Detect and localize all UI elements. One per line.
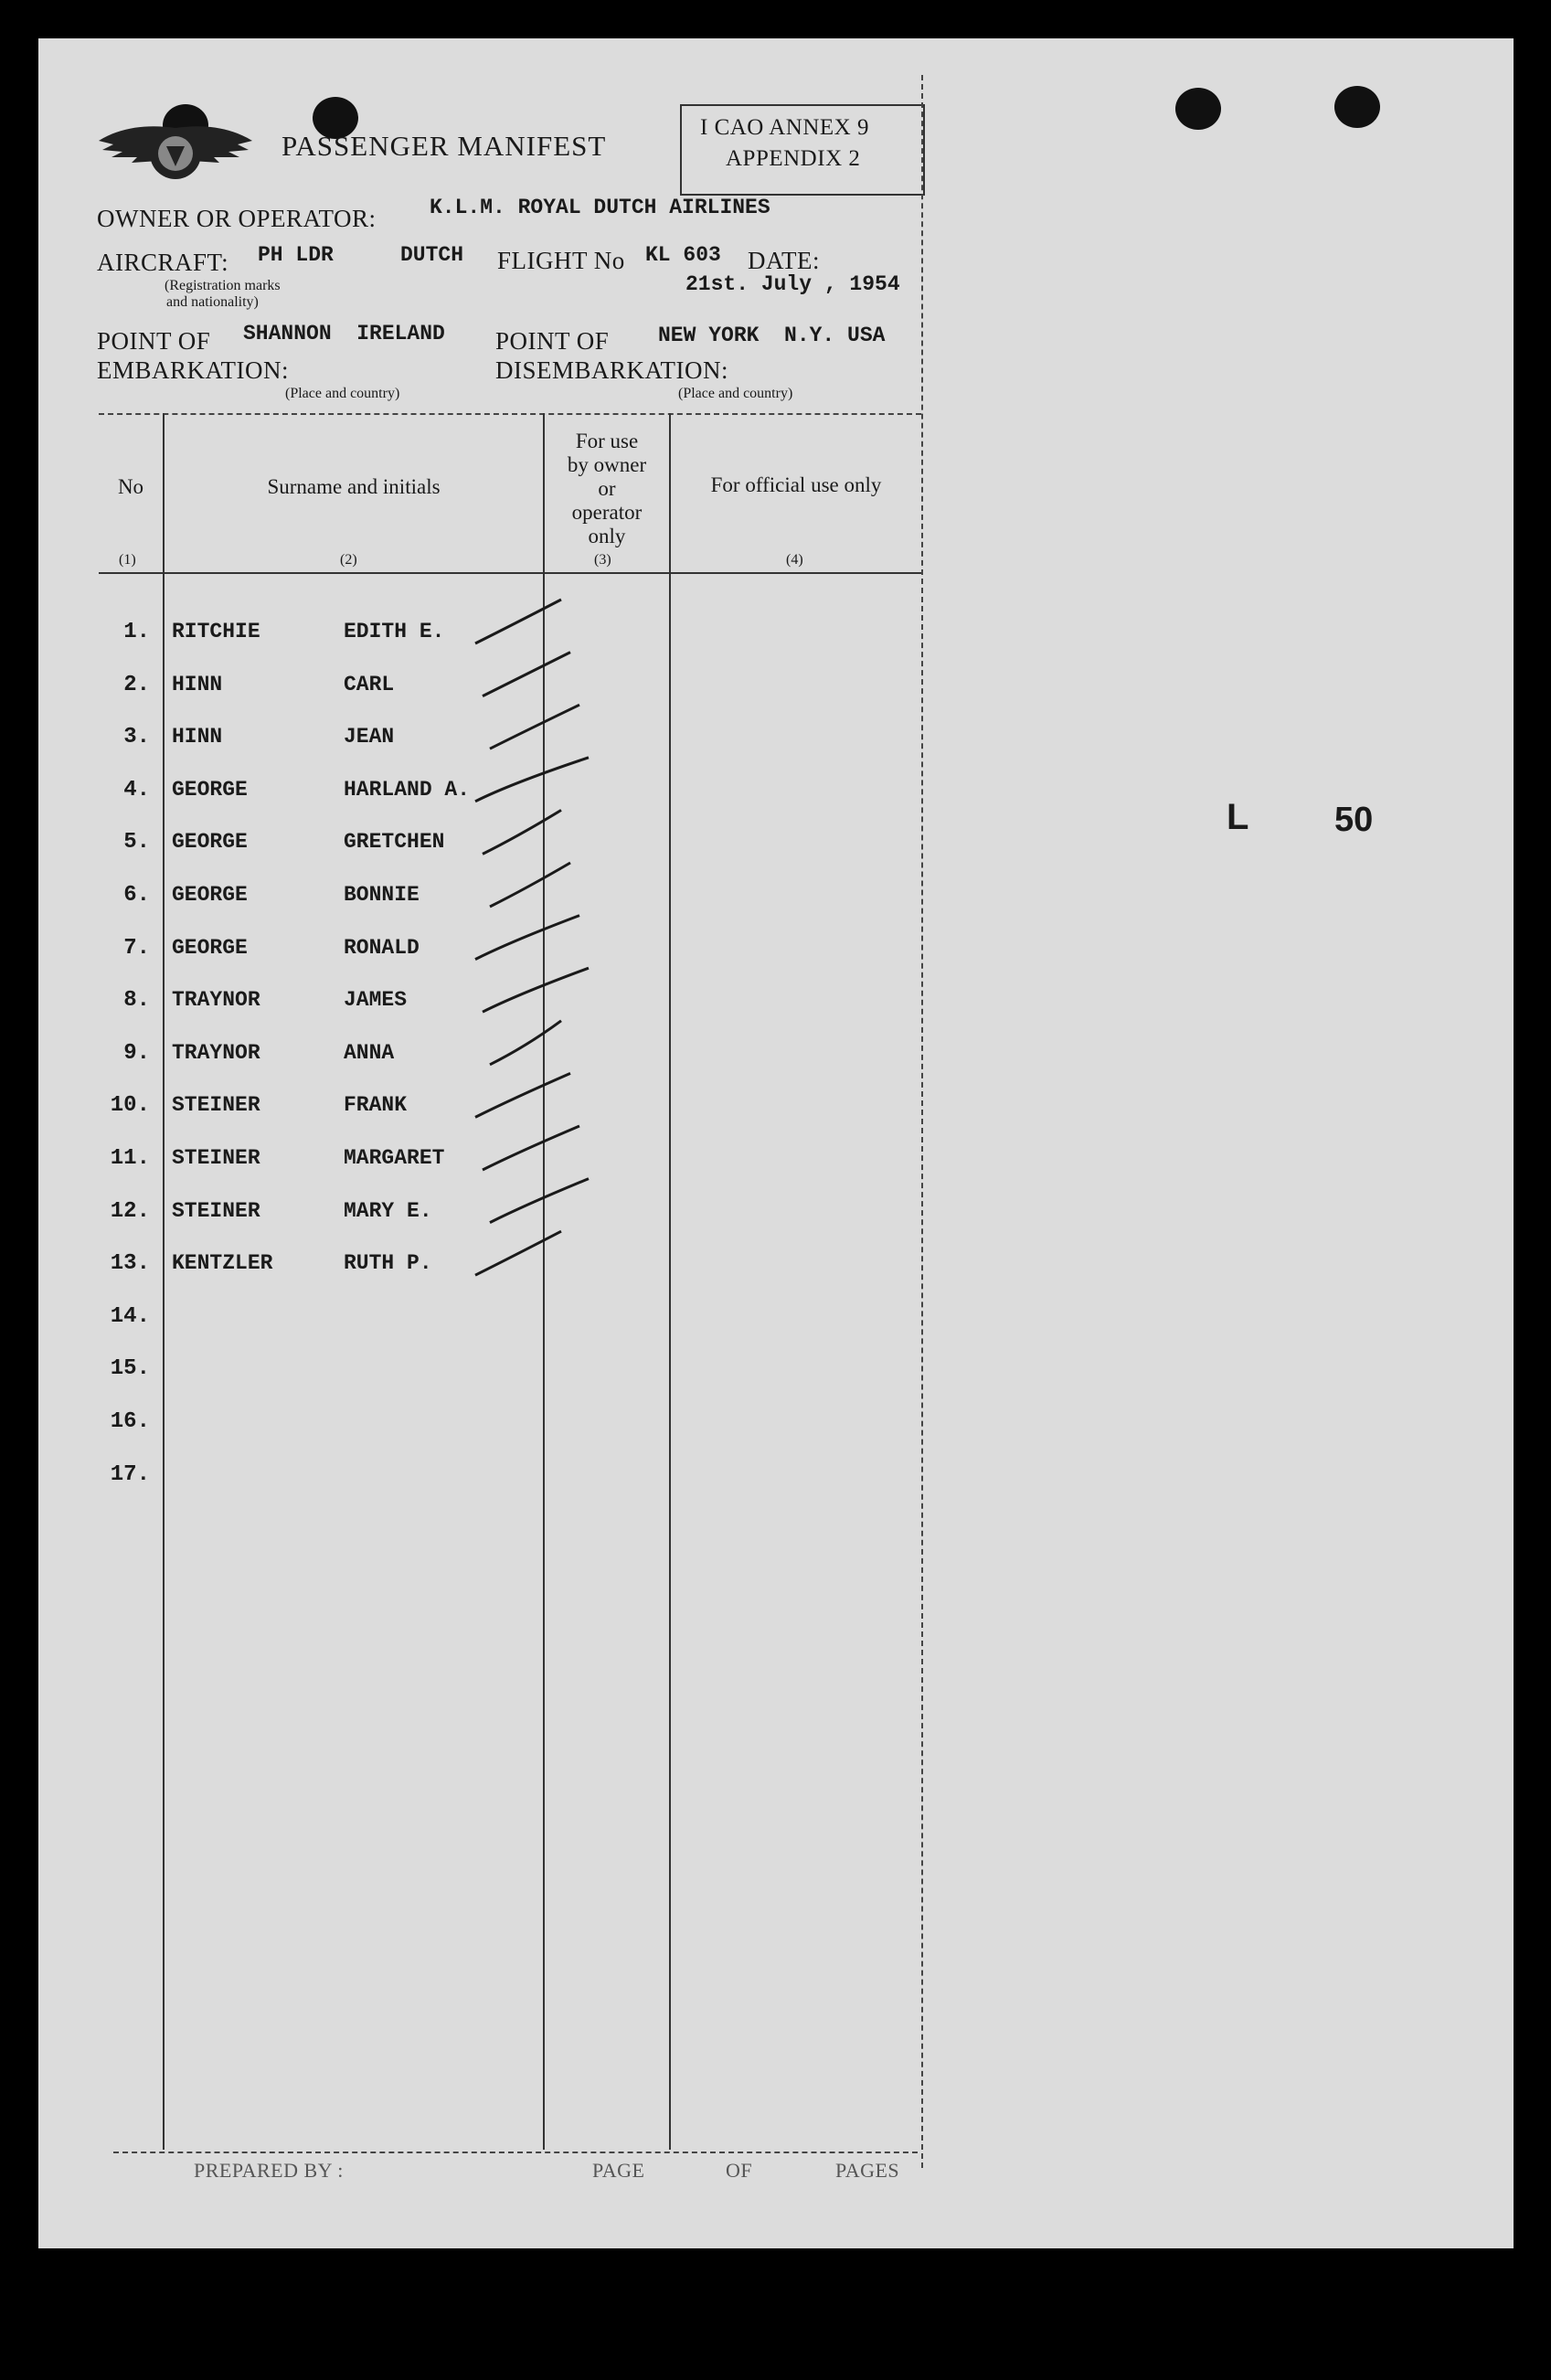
handwritten-tick bbox=[483, 653, 570, 696]
flight-label: FLIGHT No bbox=[497, 247, 625, 274]
handwritten-tick bbox=[490, 1179, 589, 1223]
column-number-4: (4) bbox=[786, 552, 803, 568]
nationality-value: DUTCH bbox=[400, 243, 464, 267]
column-header-owner-use-3: or bbox=[598, 477, 616, 500]
passenger-surname: GEORGE bbox=[172, 830, 248, 854]
row-number: 16. bbox=[110, 1409, 150, 1434]
passenger-surname: HINN bbox=[172, 673, 223, 696]
icao-annex-line2: APPENDIX 2 bbox=[726, 146, 861, 171]
row-number: 3. bbox=[123, 725, 150, 749]
embarkation-place-note: (Place and country) bbox=[285, 386, 400, 401]
column-header-owner-use-1: For use bbox=[575, 430, 639, 452]
passenger-given-name: GRETCHEN bbox=[344, 830, 445, 854]
punch-hole bbox=[1175, 88, 1221, 130]
aircraft-label: AIRCRAFT: bbox=[97, 249, 229, 276]
column-header-owner-use-2: by owner bbox=[567, 453, 647, 476]
column-header-owner-use-5: only bbox=[588, 525, 626, 547]
registration-note-line2: and nationality) bbox=[166, 294, 259, 310]
flight-value: KL 603 bbox=[645, 243, 721, 267]
passenger-surname: GEORGE bbox=[172, 883, 248, 907]
handwritten-tick bbox=[483, 968, 589, 1012]
checkmark-ticks bbox=[38, 38, 952, 1409]
passenger-given-name: FRANK bbox=[344, 1093, 408, 1117]
handwritten-tick bbox=[475, 600, 561, 643]
passenger-given-name: ANNA bbox=[344, 1041, 395, 1065]
handwritten-tick bbox=[475, 916, 579, 960]
handwritten-tick bbox=[483, 810, 561, 854]
passenger-surname: GEORGE bbox=[172, 936, 248, 960]
passenger-given-name: MARGARET bbox=[344, 1146, 445, 1170]
passenger-surname: TRAYNOR bbox=[172, 988, 260, 1012]
passenger-given-name: RUTH P. bbox=[344, 1251, 432, 1275]
column-header-owner-use-4: operator bbox=[571, 501, 643, 524]
passenger-given-name: JEAN bbox=[344, 725, 395, 749]
handwritten-tick bbox=[490, 705, 579, 749]
handwritten-tick bbox=[475, 1073, 570, 1117]
row-number: 7. bbox=[123, 936, 150, 961]
passenger-surname: KENTZLER bbox=[172, 1251, 273, 1275]
passenger-given-name: JAMES bbox=[344, 988, 408, 1012]
passenger-surname: STEINER bbox=[172, 1093, 260, 1117]
row-number: 10. bbox=[110, 1093, 150, 1118]
passenger-surname: HINN bbox=[172, 725, 223, 749]
row-number: 17. bbox=[110, 1462, 150, 1487]
passenger-given-name: HARLAND A. bbox=[344, 778, 471, 802]
date-value: 21st. July , 1954 bbox=[685, 272, 900, 296]
passenger-surname: TRAYNOR bbox=[172, 1041, 260, 1065]
row-number: 8. bbox=[123, 988, 150, 1013]
disembarkation-label-line2: DISEMBARKATION: bbox=[495, 356, 729, 384]
row-number: 14. bbox=[110, 1304, 150, 1329]
of-label: OF bbox=[726, 2159, 753, 2182]
row-number: 4. bbox=[123, 778, 150, 802]
passenger-given-name: CARL bbox=[344, 673, 395, 696]
aircraft-value: PH LDR bbox=[258, 243, 334, 267]
column-header-no: No bbox=[117, 475, 144, 498]
page-label: PAGE bbox=[592, 2159, 645, 2182]
column-number-2: (2) bbox=[340, 552, 357, 568]
handwritten-tick bbox=[475, 1231, 561, 1275]
row-number: 12. bbox=[110, 1199, 150, 1224]
date-label: DATE: bbox=[748, 247, 820, 274]
row-number: 5. bbox=[123, 830, 150, 855]
punch-hole bbox=[1334, 86, 1380, 128]
column-header-name: Surname and initials bbox=[267, 475, 441, 498]
owner-label: OWNER OR OPERATOR: bbox=[97, 205, 377, 232]
column-number-3: (3) bbox=[594, 552, 611, 568]
row-number: 15. bbox=[110, 1356, 150, 1381]
disembarkation-value: NEW YORK N.Y. USA bbox=[658, 324, 886, 347]
registration-note-line1: (Registration marks bbox=[165, 278, 281, 293]
passenger-surname: STEINER bbox=[172, 1146, 260, 1170]
passenger-surname: RITCHIE bbox=[172, 620, 260, 643]
disembarkation-label-line1: POINT OF bbox=[495, 327, 610, 355]
passenger-surname: STEINER bbox=[172, 1199, 260, 1223]
handwritten-tick bbox=[490, 863, 570, 907]
row-number: 2. bbox=[123, 673, 150, 697]
embarkation-label-line2: EMBARKATION: bbox=[97, 356, 290, 384]
row-number: 9. bbox=[123, 1041, 150, 1066]
handwritten-tick bbox=[475, 758, 589, 802]
manifest-sheet bbox=[38, 38, 1514, 2248]
passenger-given-name: RONALD bbox=[344, 936, 420, 960]
passenger-given-name: BONNIE bbox=[344, 883, 420, 907]
row-number: 13. bbox=[110, 1251, 150, 1276]
passenger-surname: GEORGE bbox=[172, 778, 248, 802]
stamp-number: 50 bbox=[1334, 801, 1374, 839]
prepared-by-label: PREPARED BY : bbox=[194, 2159, 344, 2182]
passenger-given-name: EDITH E. bbox=[344, 620, 445, 643]
column-header-official: For official use only bbox=[710, 473, 882, 496]
table-bottom-rule bbox=[113, 2152, 918, 2153]
handwritten-tick bbox=[490, 1021, 561, 1065]
stamp-mark: L bbox=[1227, 797, 1249, 837]
column-number-1: (1) bbox=[119, 552, 136, 568]
disembarkation-place-note: (Place and country) bbox=[678, 386, 793, 401]
icao-annex-line1: I CAO ANNEX 9 bbox=[700, 115, 869, 140]
embarkation-value: SHANNON IRELAND bbox=[243, 322, 445, 345]
handwritten-tick bbox=[483, 1126, 579, 1170]
row-number: 1. bbox=[123, 620, 150, 644]
owner-value: K.L.M. ROYAL DUTCH AIRLINES bbox=[430, 196, 770, 219]
form-title: PASSENGER MANIFEST bbox=[282, 130, 607, 162]
row-number: 11. bbox=[110, 1146, 150, 1171]
row-number: 6. bbox=[123, 883, 150, 908]
passenger-given-name: MARY E. bbox=[344, 1199, 432, 1223]
pages-label: PAGES bbox=[835, 2159, 900, 2182]
embarkation-label-line1: POINT OF bbox=[97, 327, 211, 355]
